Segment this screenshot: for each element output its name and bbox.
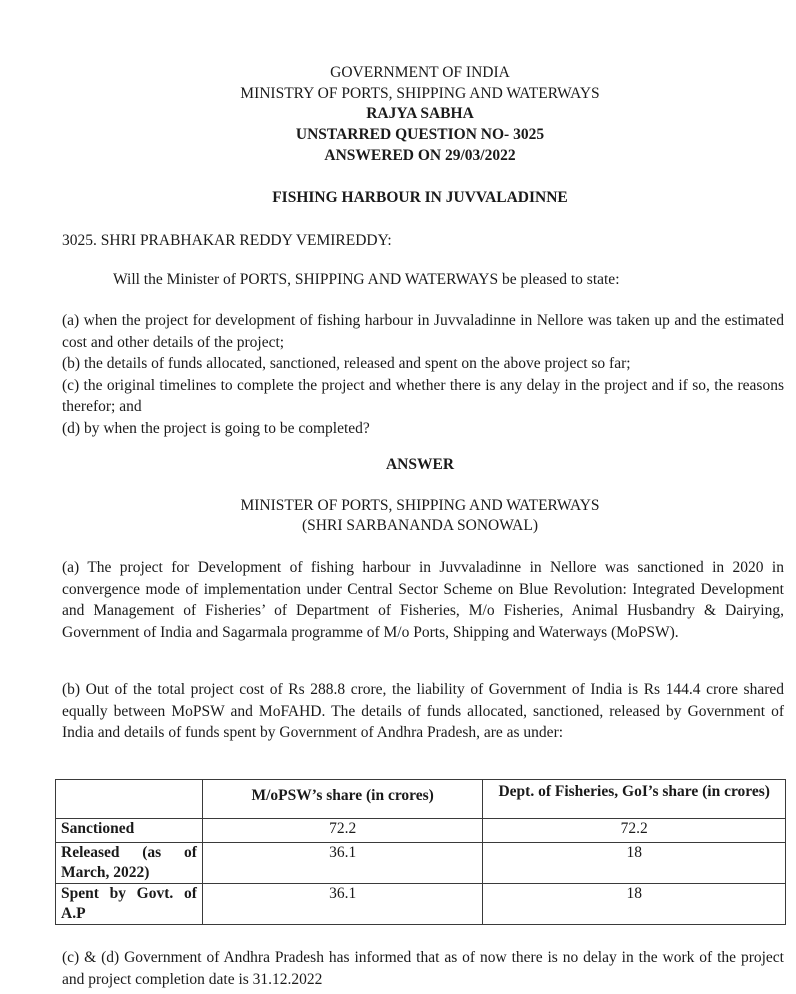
house-heading: RAJYA SABHA bbox=[366, 105, 474, 122]
answer-part-a-text: (a) The project for Development of fishing harbour in Juvvaladinne in Nellore was sanctioned in 2020 in convergence mode of implementation under Central Sector Scheme on Blue Revolution: Integrated Development and Management of Fisheries’ of Department of Fisheries, M/o Fisheries, Animal Husbandry & Dairying, Government of India and Sagarmala programme of M/o Ports, Shipping and Waterways (MoPSW). bbox=[62, 559, 784, 641]
question-part-b: (b) the details of funds allocated, sanctioned, released and spent on the above project so far; bbox=[62, 355, 631, 372]
question-number: UNSTARRED QUESTION NO- 3025 bbox=[295, 126, 545, 143]
table-header-row bbox=[56, 780, 786, 819]
row-label-spent: Spent by Govt. of A.P bbox=[56, 884, 203, 925]
ministry-heading: MINISTRY OF PORTS, SHIPPING AND WATERWAYS bbox=[240, 85, 600, 102]
table-header-empty bbox=[56, 780, 203, 819]
answer-heading: ANSWER bbox=[385, 456, 455, 473]
government-heading: GOVERNMENT OF INDIA bbox=[330, 64, 510, 81]
question-part-c: (c) the original timelines to complete the project and whether there is any delay in the project and if so, the reasons therefor; and bbox=[62, 376, 784, 415]
subject-title: FISHING HARBOUR IN JUVVALADINNE bbox=[272, 189, 568, 206]
sanctioned-mopsw: 72.2 bbox=[202, 819, 483, 843]
question-parts bbox=[62, 310, 784, 439]
row-label-sanctioned: Sanctioned bbox=[56, 819, 203, 843]
funds-table bbox=[55, 779, 786, 925]
minister-name: (SHRI SARBANANDA SONOWAL) bbox=[302, 517, 538, 534]
answer-part-a bbox=[62, 557, 784, 643]
released-dof: 18 bbox=[483, 843, 786, 884]
sanctioned-dof: 72.2 bbox=[483, 819, 786, 843]
question-intro: Will the Minister of PORTS, SHIPPING AND WATERWAYS be pleased to state: bbox=[113, 271, 620, 288]
answer-part-cd bbox=[62, 947, 784, 990]
spent-dof: 18 bbox=[483, 884, 786, 925]
table-header-mopsw: M/oPSW’s share (in crores) bbox=[202, 780, 483, 819]
table-header-dof: Dept. of Fisheries, GoI’s share (in crores) bbox=[483, 780, 786, 819]
answered-date: ANSWERED ON 29/03/2022 bbox=[324, 147, 516, 164]
spent-mopsw: 36.1 bbox=[202, 884, 483, 925]
released-mopsw: 36.1 bbox=[202, 843, 483, 884]
question-part-a: (a) when the project for development of fishing harbour in Juvvaladinne in Nellore was taken up and the estimated cost and other details of the project; bbox=[62, 312, 784, 351]
table-row bbox=[56, 843, 786, 884]
answer-part-b-text: (b) Out of the total project cost of Rs 288.8 crore, the liability of Government of India is Rs 144.4 crore shared equally between MoPSW and MoFAHD. The details of funds allocated, sanctioned, released by Government of India and details of funds spent by Government of Andhra Pradesh, are as under: bbox=[62, 681, 784, 741]
table-row bbox=[56, 884, 786, 925]
minister-title: MINISTER OF PORTS, SHIPPING AND WATERWAYS bbox=[240, 497, 600, 514]
table-row bbox=[56, 819, 786, 843]
question-part-d: (d) by when the project is going to be completed? bbox=[62, 419, 370, 437]
answer-part-cd-text: (c) & (d) Government of Andhra Pradesh has informed that as of now there is no delay in the work of the project and project completion date is 31.12.2022 bbox=[62, 949, 784, 988]
row-label-released: Released (as of March, 2022) bbox=[56, 843, 203, 884]
member-name: 3025. SHRI PRABHAKAR REDDY VEMIREDDY: bbox=[62, 232, 392, 249]
answer-part-b bbox=[62, 679, 784, 744]
